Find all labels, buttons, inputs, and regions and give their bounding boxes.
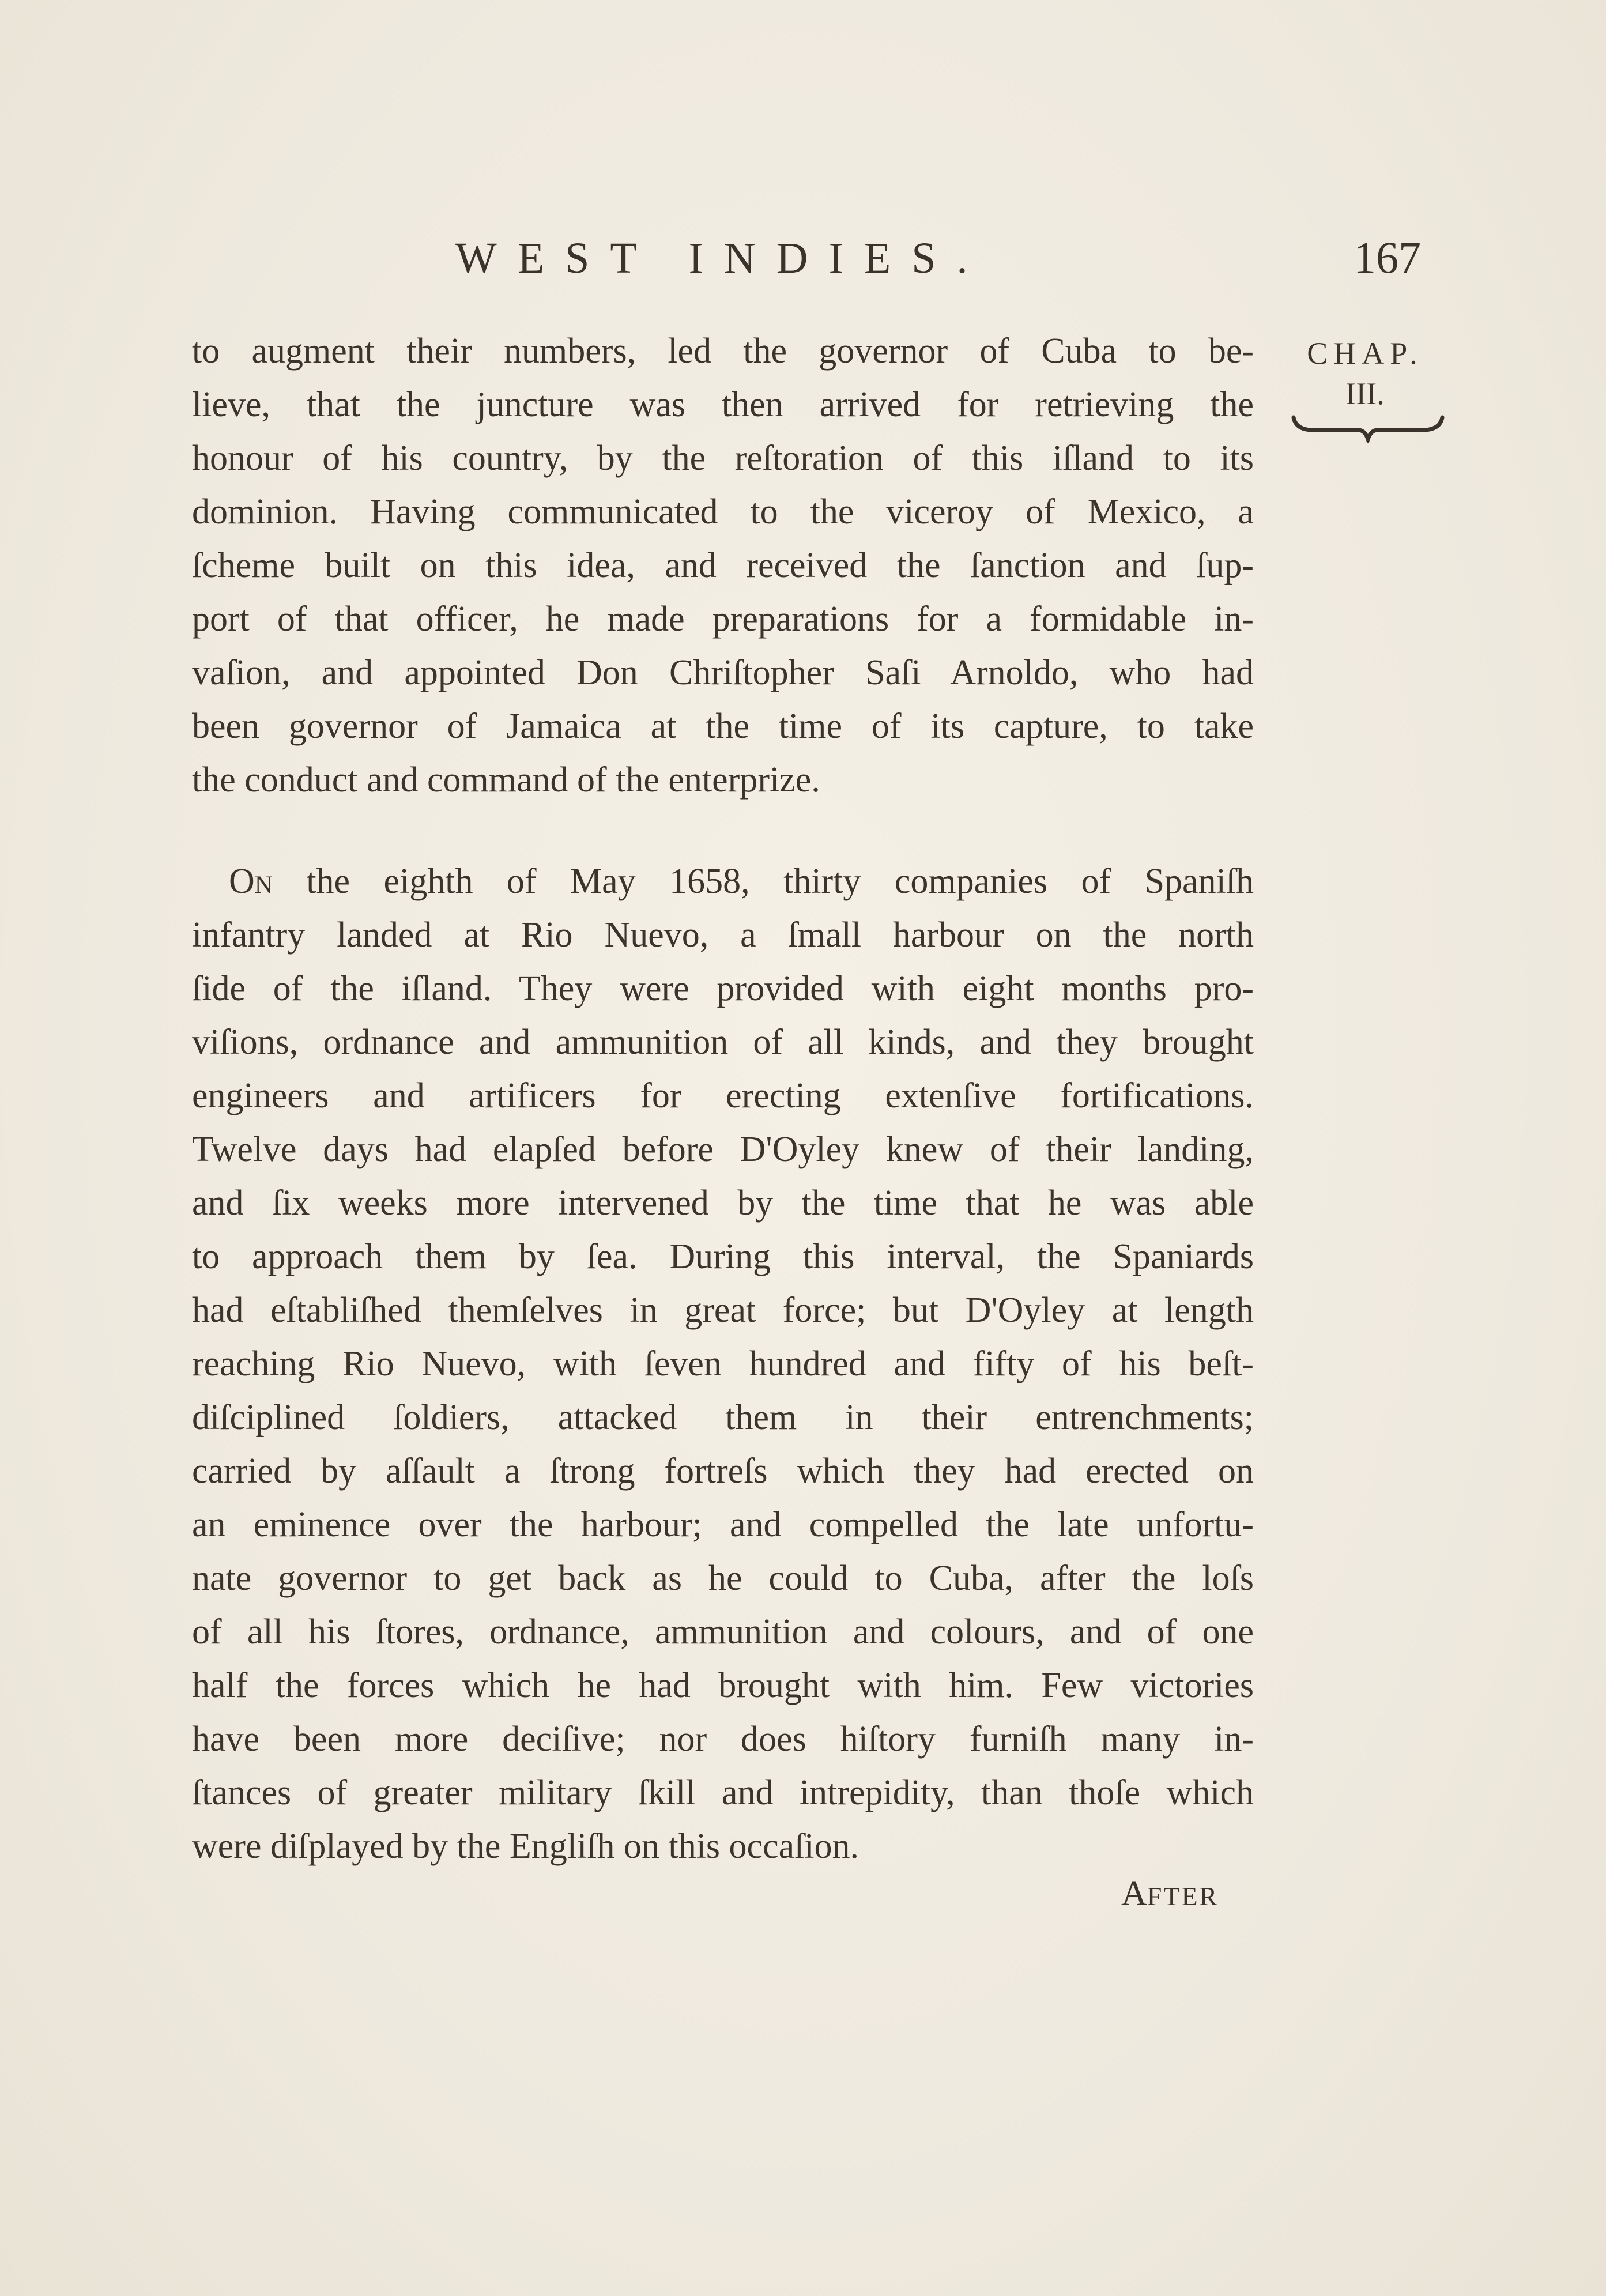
running-title: WEST INDIES. <box>455 234 989 282</box>
initial-cap: O <box>229 862 255 901</box>
catchword <box>1121 1873 1219 1914</box>
text-line: were diſplayed by the Engliſh on this occaſion. <box>192 1827 859 1866</box>
text-line: have been more deciſive; nor does hiſtory furniſh many in- <box>192 1720 1254 1759</box>
text-line: an eminence over the harbour; and compelled the late unfortu- <box>192 1505 1254 1544</box>
text-line: ſcheme built on this idea, and received the ſanction and ſup- <box>192 546 1254 585</box>
chapter-label: CHAP. <box>1307 336 1423 371</box>
text-line: nate governor to get back as he could to Cuba, after the loſs <box>192 1559 1254 1598</box>
chapter-margin-note <box>1279 333 1452 414</box>
text-line: and ſix weeks more intervened by the time that he was able <box>192 1183 1254 1223</box>
text-line: Twelve days had elapſed before D'Oyley knew of their landing, <box>192 1130 1254 1169</box>
catchword-rest: FTER <box>1147 1882 1219 1911</box>
text-line: been governor of Jamaica at the time of its capture, to take <box>192 707 1254 746</box>
text-line: of all his ſtores, ordnance, ammunition and colours, and of one <box>192 1612 1254 1652</box>
paragraph-2 <box>192 855 1254 1873</box>
text-line: ſide of the iſland. They were provided with eight months pro- <box>192 969 1254 1008</box>
text-line: the conduct and command of the enterprize. <box>192 760 820 800</box>
text-line: engineers and artificers for erecting extenſive fortifications. <box>192 1076 1254 1115</box>
text-line: dominion. Having communicated to the viceroy of Mexico, a <box>192 492 1254 531</box>
text-line: port of that officer, he made preparations for a formidable in- <box>192 600 1254 639</box>
page-number: 167 <box>1354 232 1421 282</box>
text-line: reaching Rio Nuevo, with ſeven hundred and fifty of his beſt- <box>192 1344 1254 1383</box>
chapter-number: III. <box>1345 376 1385 411</box>
catchword-initial: A <box>1121 1874 1147 1913</box>
text-line: had eſtabliſhed themſelves in great force; but D'Oyley at length <box>192 1291 1254 1330</box>
text-line: diſciplined ſoldiers, attacked them in their entrenchments; <box>192 1398 1254 1437</box>
text-line: infantry landed at Rio Nuevo, a ſmall harbour on the north <box>192 915 1254 955</box>
text-line: to approach them by ſea. During this interval, the Spaniards <box>192 1237 1254 1276</box>
text-line: to augment their numbers, led the governor of Cuba to be- <box>192 331 1254 371</box>
text-line: vaſion, and appointed Don Chriſtopher Saſi Arnoldo, who had <box>192 653 1254 692</box>
text-line: carried by aſſault a ſtrong fortreſs which they had erected on <box>192 1452 1254 1491</box>
paragraph-1 <box>192 325 1254 807</box>
text-line: the eighth of May 1658, thirty companies of Spaniſh <box>306 862 1254 901</box>
text-line: half the forces which he had brought with him. Few victories <box>192 1666 1254 1705</box>
text-line: lieve, that the juncture was then arrived for retrieving the <box>192 385 1254 424</box>
brace-ornament-icon <box>1290 414 1446 443</box>
initial-rest: n <box>254 862 273 901</box>
text-line: viſions, ordnance and ammunition of all kinds, and they brought <box>192 1023 1254 1062</box>
text-line: honour of his country, by the reſtoration of this iſland to its <box>192 439 1254 478</box>
text-line-first <box>192 855 1254 908</box>
text-line: ſtances of greater military ſkill and intrepidity, than thoſe which <box>192 1773 1254 1812</box>
